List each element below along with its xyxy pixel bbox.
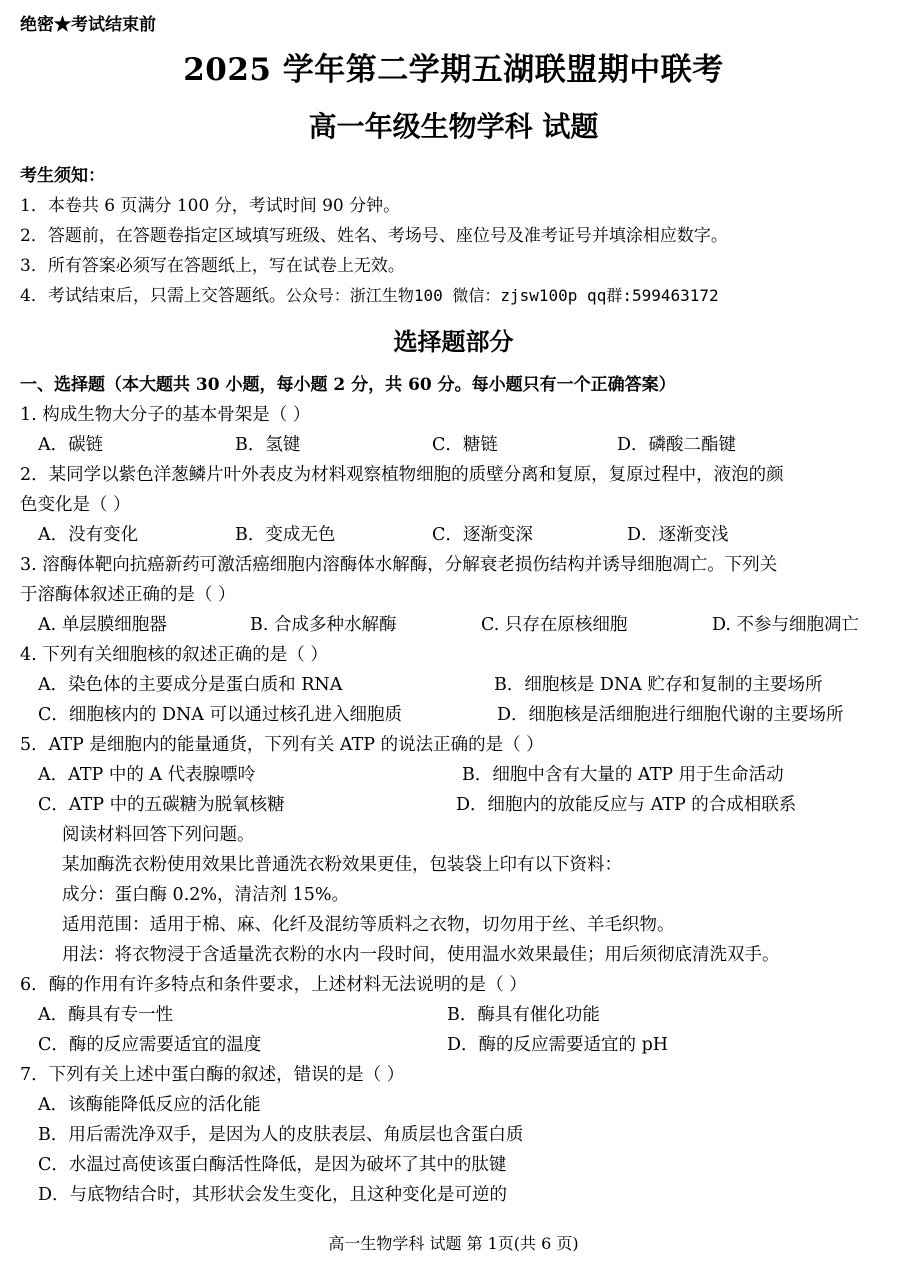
option: B．用后需洗净双手，是因为人的皮肤表层、角质层也含蛋白质 xyxy=(38,1125,524,1145)
question-stem: 1. 构成生物大分子的基本骨架是（ ） xyxy=(20,405,311,425)
option: C．糖链 xyxy=(432,435,498,455)
option: B. 合成多种水解酶 xyxy=(250,615,397,635)
option: A．染色体的主要成分是蛋白质和 RNA xyxy=(38,675,343,695)
question-stem: 6．酶的作用有许多特点和条件要求，上述材料无法说明的是（ ） xyxy=(20,975,527,995)
question-stem: 5．ATP 是细胞内的能量通货，下列有关 ATP 的说法正确的是（ ） xyxy=(20,735,544,755)
question-stem: 色变化是（ ） xyxy=(20,495,131,515)
note-item xyxy=(20,281,719,306)
contact-info: 公众号：浙江生物100 微信：zjsw100p qq群:599463172 xyxy=(285,286,719,305)
option: A．ATP 中的 A 代表腺嘌呤 xyxy=(38,765,256,785)
question-stem: 3. 溶酶体靶向抗癌新药可激活癌细胞内溶酶体水解酶，分解衰老损伤结构并诱导细胞凋亡。下列关 xyxy=(20,555,778,575)
option: B．细胞核是 DNA 贮存和复制的主要场所 xyxy=(494,675,823,695)
option: D．细胞内的放能反应与 ATP 的合成相联系 xyxy=(456,795,797,815)
option: A. 单层膜细胞器 xyxy=(38,615,167,635)
question-stem: 7．下列有关上述中蛋白酶的叙述，错误的是（ ） xyxy=(20,1065,405,1085)
option: D．细胞核是活细胞进行细胞代谢的主要场所 xyxy=(497,705,844,725)
option: C. 只存在原核细胞 xyxy=(481,615,628,635)
option: C．水温过高使该蛋白酶活性降低，是因为破坏了其中的肽键 xyxy=(38,1155,507,1175)
option: C．细胞核内的 DNA 可以通过核孔进入细胞质 xyxy=(38,705,402,725)
option: C．逐渐变深 xyxy=(432,525,533,545)
question-stem: 于溶酶体叙述正确的是（ ） xyxy=(20,585,236,605)
option: B．氢键 xyxy=(235,435,301,455)
option: A．酶具有专一性 xyxy=(38,1005,174,1025)
material-line: 成分：蛋白酶 0.2%，清洁剂 15%。 xyxy=(62,885,349,905)
option: D. 不参与细胞凋亡 xyxy=(712,615,860,635)
part-title: 一、选择题（本大题共 30 小题，每小题 2 分，共 60 分。每小题只有一个正确答案） xyxy=(20,375,676,395)
material-line: 某加酶洗衣粉使用效果比普通洗衣粉效果更佳，包装袋上印有以下资料： xyxy=(62,855,622,875)
material-line: 适用范围：适用于棉、麻、化纤及混纺等质料之衣物，切勿用于丝、羊毛织物。 xyxy=(62,915,675,935)
option: D．磷酸二酯键 xyxy=(617,435,737,455)
option: A．碳链 xyxy=(38,435,104,455)
option: B．变成无色 xyxy=(235,525,336,545)
option: D．酶的反应需要适宜的 pH xyxy=(447,1035,669,1055)
option: A．没有变化 xyxy=(38,525,139,545)
exam-subtitle: 高一年级生物学科 试题 xyxy=(308,110,599,143)
option: B．细胞中含有大量的 ATP 用于生命活动 xyxy=(462,765,784,785)
option: A．该酶能降低反应的活化能 xyxy=(38,1095,261,1115)
option: C．ATP 中的五碳糖为脱氧核糖 xyxy=(38,795,285,815)
option: D．与底物结合时，其形状会发生变化，且这种变化是可逆的 xyxy=(38,1185,508,1205)
question-stem: 4. 下列有关细胞核的叙述正确的是（ ） xyxy=(20,645,328,665)
material-line: 用法：将衣物浸于含适量洗衣粉的水内一段时间，使用温水效果最佳；用后须彻底清洗双手。 xyxy=(62,945,780,965)
question-stem: 2．某同学以紫色洋葱鳞片叶外表皮为材料观察植物细胞的质壁分离和复原，复原过程中，液泡的颜 xyxy=(20,465,784,485)
option: D．逐渐变浅 xyxy=(627,525,729,545)
option: B．酶具有催化功能 xyxy=(447,1005,600,1025)
option: C．酶的反应需要适宜的温度 xyxy=(38,1035,262,1055)
note-item: 3．所有答案必须写在答题纸上，写在试卷上无效。 xyxy=(20,256,405,276)
section-title: 选择题部分 xyxy=(393,327,514,356)
note-item: 1．本卷共 6 页满分 100 分，考试时间 90 分钟。 xyxy=(20,196,401,216)
note-item: 2．答题前，在答题卷指定区域填写班级、姓名、考场号、座位号及准考证号并填涂相应数字。 xyxy=(20,226,728,246)
confidential-label: 绝密★考试结束前 xyxy=(20,15,156,35)
note-item-text: 4．考试结束后，只需上交答题纸。 xyxy=(20,286,286,306)
notes-title: 考生须知： xyxy=(20,166,105,186)
material-line: 阅读材料回答下列问题。 xyxy=(62,825,255,845)
page-footer: 高一生物学科 试题 第 1页(共 6 页) xyxy=(328,1234,579,1253)
exam-title: 2025 学年第二学期五湖联盟期中联考 xyxy=(183,52,724,88)
